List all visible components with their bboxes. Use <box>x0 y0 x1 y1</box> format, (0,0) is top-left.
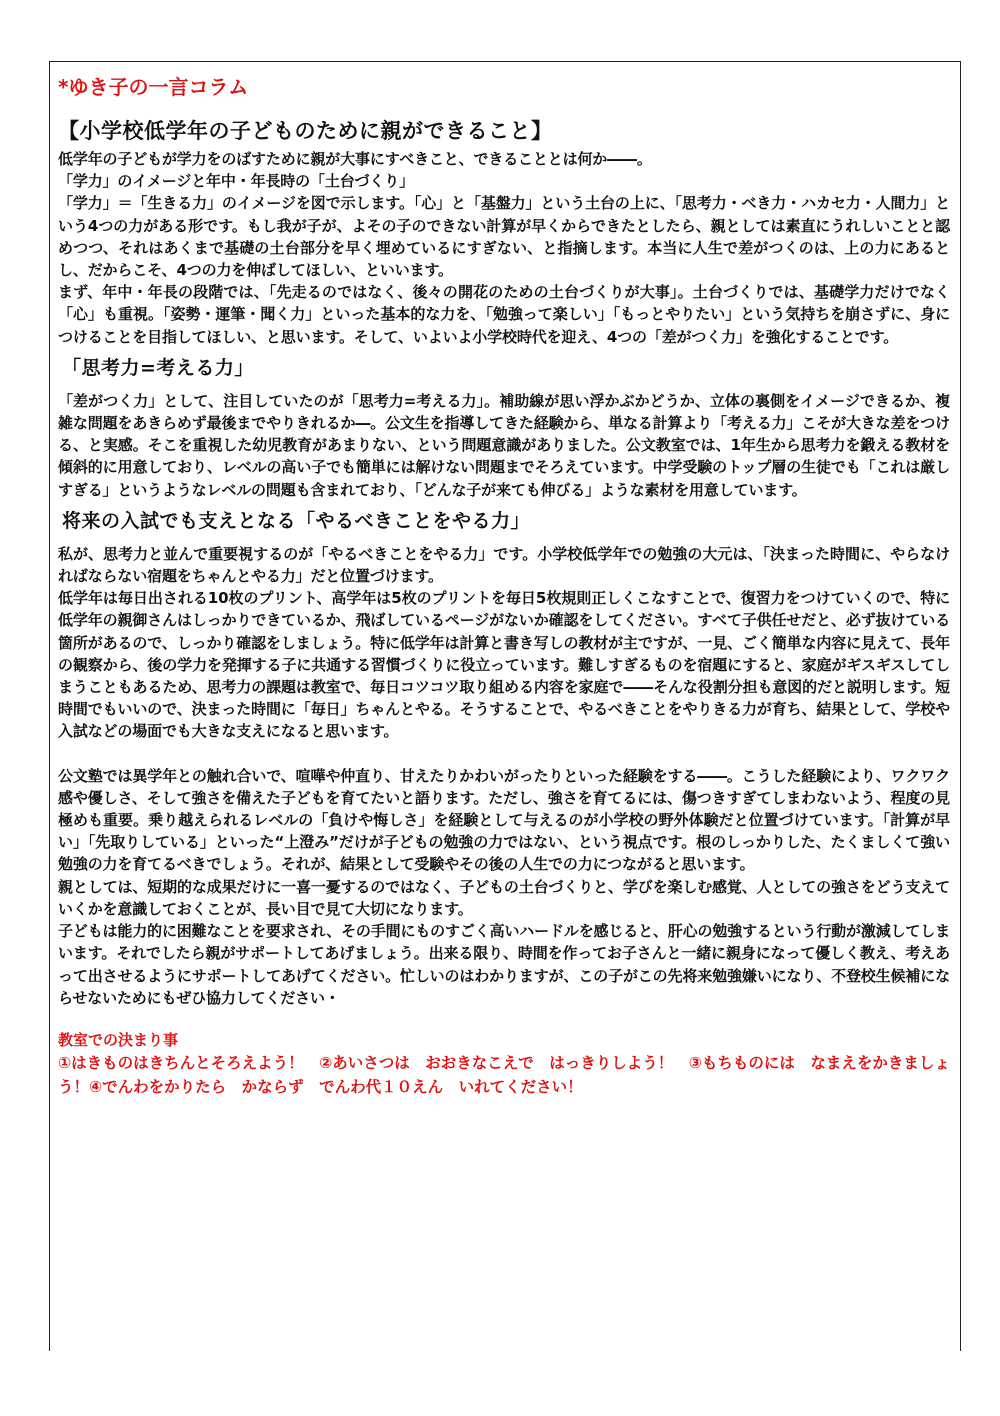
column-content <box>58 72 950 1099</box>
spacer <box>58 1009 950 1029</box>
doing-paragraph: 私が、思考力と並んで重要視するのが「やるべきことをやる力」です。小学校低学年での勉強の大元は、「決まった時間に、やらなければならない宿題をちゃんとやる力」だと位置づけます。 <box>58 544 950 586</box>
rules-text: ①はきものはきちんとそろえよう！ ②あいさつは おおきなこえで はっきりしよう！ ③もちものには なまえをかきましょう！④でんわをかりたら かならず でんわ代１０えん いれてください！ <box>58 1053 950 1096</box>
intro-paragraph: 低学年の子どもが学力をのばすために親が大事にすべきこと、できることとは何か――。 <box>58 150 652 168</box>
intro-subheading: 「学力」のイメージと年中・年長時の「土台づくり」 <box>58 172 414 191</box>
doing-heading: 将来の入試でも支えとなる「やるべきことをやる力」 <box>62 509 531 532</box>
closing-paragraph: 子どもは能力的に困難なことを要求され、その手間にものすごく高いハードルを感じると、肝心の勉強するという行動が激減してしまいます。それでしたら親がサポートしてあげましょう。出来る限り、時間を作ってお子さんと一緒に親身になって優しく教え、考えあって出させるようにサポートしてあげてください。忙しいのはわかりますが、この子がこの先将来勉強嫌いになり、不登校生候補にならせないためにもぜひ協力してください・ <box>58 922 950 1007</box>
doing-paragraph: 低学年は毎日出される10枚のプリント、高学年は5枚のプリントを毎日5枚規則正しくこなすことで、復習力をつけていくので、特に低学年の親御さんはしっかりできているか、飛ばしているページがないか確認をしてください。すべて子供任せだと、必ず抜けている箇所があるので、しっかり確認をしましょう。特に低学年は計算と書き写しの教材が主ですが、一見、ごく簡単な内容に見えて、長年の観察から、後の学力を発揮する子に共通する習慣づくりに役立っています。難しすぎるものを宿題にすると、家庭がギスギスしてしまうこともあるため、思考力の課題は教室で、毎日コツコツ取り組める内容を家庭で――そんな役割分担も意図的だと説明します。短時間でもいいので、決まった時間に「毎日」ちゃんとやる。そうすることで、やるべきことをやりきる力が育ち、結果として、学校や入試などの場面でも大きな支えになると思います。 <box>58 589 950 741</box>
main-heading: 【小学校低学年の子どものために親ができること】 <box>58 119 553 143</box>
spacer <box>58 743 950 765</box>
intro-paragraph: まず、年中・年長の段階では、「先走るのではなく、後々の開花のための土台づくりが大事」。土台づくりでは、基礎学力だけでなく「心」も重視。「姿勢・運筆・聞く力」といった基本的な力を、「勉強って楽しい」「もっとやりたい」という気持ちを崩さずに、身につけることを目指してほしい、と思います。そして、いよいよ小学校時代を迎え、4つの「差がつく力」を強化することです。 <box>58 283 950 346</box>
column-title: *ゆき子の一言コラム <box>58 75 249 99</box>
closing-paragraph: 親としては、短期的な成果だけに一喜一憂するのではなく、子どもの土台づくりと、学びを楽しむ感覚、人としての強さをどう支えていくかを意識しておくことが、長い目で見て大切になります。 <box>58 877 950 918</box>
thinking-heading: 「思考力=考える力」 <box>62 356 254 379</box>
closing-paragraph: 公文塾では異学年との触れ合いで、喧嘩や仲直り、甘えたりかわいがったりといった経験をする――。こうした経験により、ワクワク感や優しさ、そして強さを備えた子どもを育てたいと語ります。ただし、強さを育てるには、傷つきすぎてしまわないよう、程度の見極めも重要。乗り越えられるレベルの「負けや悔しさ」を経験として与えるのが小学校の野外体験だと位置づけています。「計算が早い」「先取りしている」といった“上澄み”だけが子どもの勉強の力ではない、という視点です。根のしっかりした、たくましくて強い勉強の力を育てるべきでしょう。それが、結果として受験やその後の人生での力につながると思います。 <box>58 766 950 874</box>
thinking-paragraph: 「差がつく力」として、注目していたのが「思考力=考える力」。補助線が思い浮かぶかどうか、立体の裏側をイメージできるか、複雑な問題をあきらめず最後までやりきれるか―。公文生を指導してきた経験から、単なる計算より「考える力」こそが大きな差をつける、と実感。そこを重視した幼児教育があまりない、という問題意識がありました。公文教室では、1年生から思考力を鍛える教材を傾斜的に用意しており、レベルの高い子でも簡単には解けない問題までそろえています。中学受験のトップ層の生徒でも「これは厳しすぎる」というようなレベルの問題も含まれており、「どんな子が来ても伸びる」ような素材を用意しています。 <box>58 391 950 499</box>
rules-title: 教室での決まり事 <box>58 1030 179 1049</box>
intro-paragraph: 「学力」＝「生きる力」のイメージを図で示します。「心」と「基盤力」という土台の上に、「思考力・べき力・ハカセ力・人間力」という4つの力がある形です。もし我が子が、よその子のできない計算が早くからできたとしたら、親としては素直にうれしいことと認めつつ、それはあくまで基礎の土台部分を早く埋めているにすぎない、と指摘します。本当に人生で差がつくのは、上の力にあるとし、だからこそ、4つの力を伸ばしてほしい、といいます。 <box>58 194 950 280</box>
